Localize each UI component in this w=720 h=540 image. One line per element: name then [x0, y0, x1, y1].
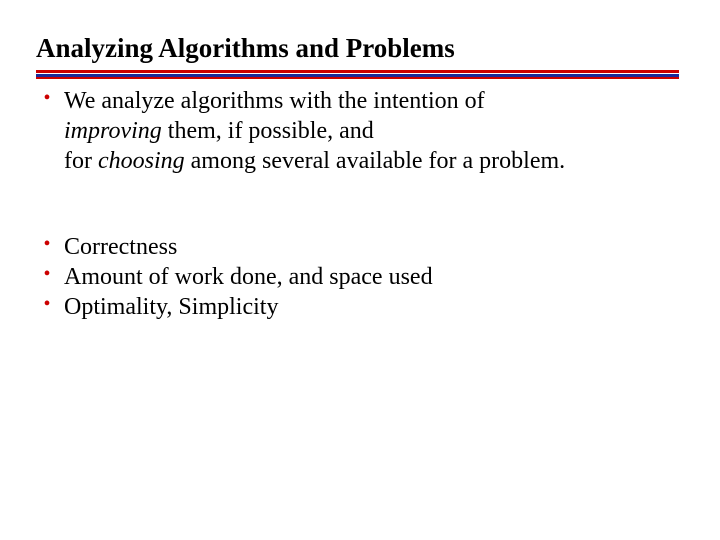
criteria-optimality: Optimality, Simplicity — [64, 294, 279, 321]
improving-emphasis: improving — [64, 118, 162, 145]
criteria-bullet-list — [30, 232, 433, 323]
intro-bullet — [30, 86, 565, 177]
choosing-emphasis: choosing — [97, 148, 185, 175]
intro-line-1: We analyze algorithms with the intention of — [64, 88, 485, 114]
criteria-bullet — [30, 232, 433, 262]
intro-line-2 — [64, 116, 565, 146]
intro-line-3 — [64, 146, 565, 176]
bullet-icon: • — [43, 87, 51, 109]
intro-line-3-rest: among several available for a problem. — [184, 148, 566, 175]
bullet-icon: • — [43, 293, 51, 316]
criteria-bullet — [30, 292, 433, 322]
criteria-work-space: Amount of work done, and space used — [64, 264, 433, 291]
criteria-bullet — [30, 262, 433, 292]
intro-line-3-pre: for — [64, 148, 98, 175]
slide-title: Analyzing Algorithms and Problems — [36, 33, 455, 63]
bullet-icon: • — [43, 263, 51, 286]
intro-line-2-rest: them, if possible, and — [161, 118, 374, 145]
criteria-correctness: Correctness — [64, 234, 178, 260]
title-underline-red-lower — [36, 77, 679, 79]
intro-bullet-list — [30, 86, 565, 177]
bullet-icon: • — [43, 233, 51, 255]
